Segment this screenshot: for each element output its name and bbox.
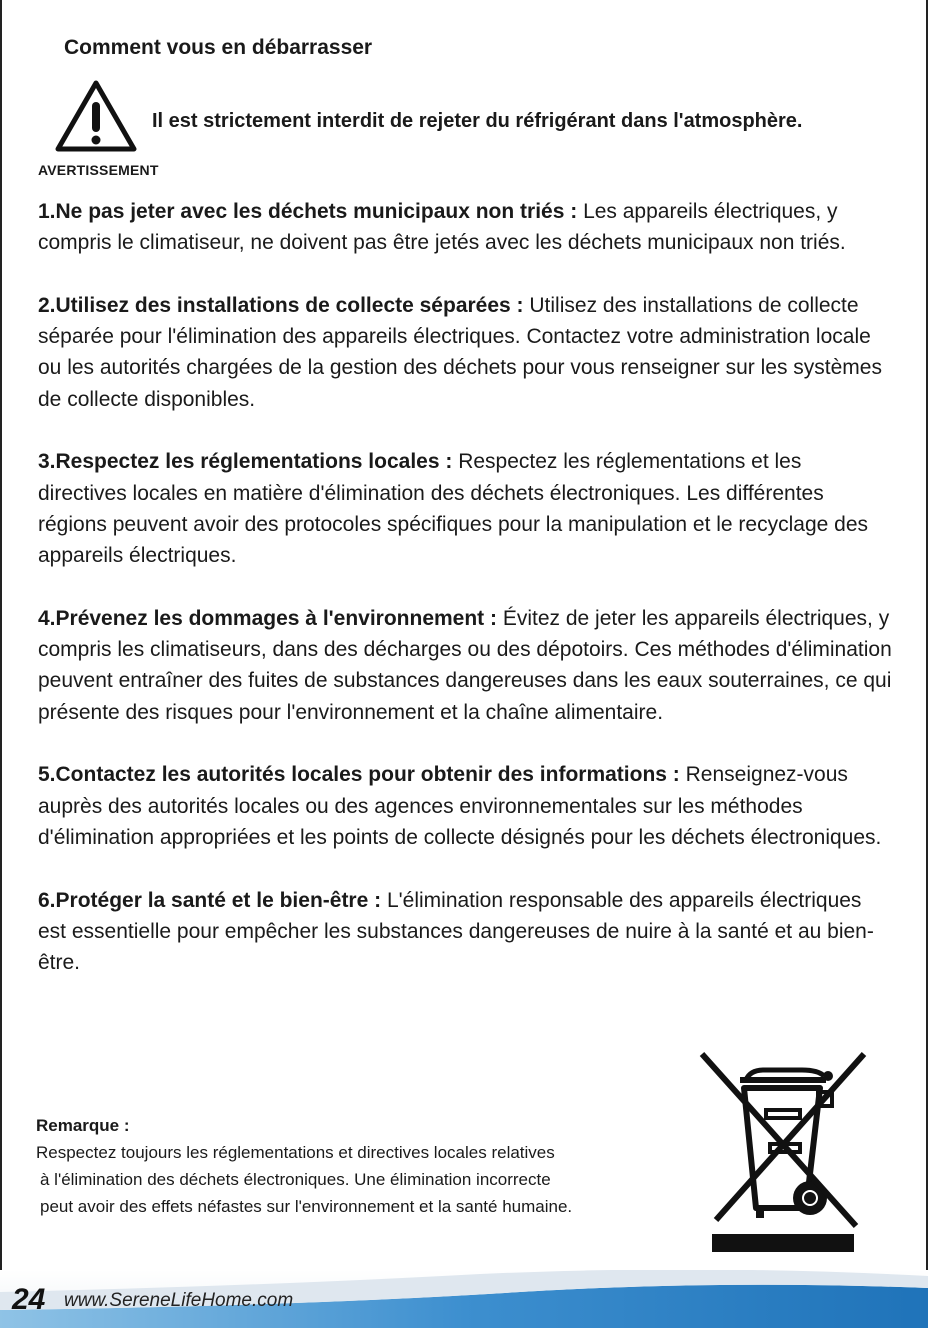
note-line: peut avoir des effets néfastes sur l'environnement et la santé humaine. bbox=[40, 1197, 573, 1216]
instruction-title: 4.Prévenez les dommages à l'environnement : bbox=[38, 606, 497, 630]
instruction-title: 5.Contactez les autorités locales pour obtenir des informations : bbox=[38, 763, 680, 787]
instruction-text: Renseignez-vous auprès des autorités locales ou des agences environnementales sur les méthodes d'élimination appropriées et les points de collecte désignés pour les déchets électroniques. bbox=[38, 763, 882, 849]
instruction-text: L'élimination responsable des appareils électriques est essentielle pour empêcher les substances dangereuses de nuire à la santé et au bien-être. bbox=[38, 888, 874, 975]
instruction-title: 6.Protéger la santé et le bien-être : bbox=[38, 888, 382, 912]
note-block bbox=[36, 1112, 716, 1220]
note-line: à l'élimination des déchets électroniques. Une élimination incorrecte bbox=[40, 1170, 551, 1189]
instruction-title: 3.Respectez les réglementations locales : bbox=[38, 450, 453, 474]
instruction-text: Évitez de jeter les appareils électriques, y compris les climatiseurs, dans des décharges ou des dépotoirs. Ces méthodes d'élimination peuvent entraîner des fuites de substances dangereuses dans les eaux souterraines, ce qui présente des risques pour l'environnement et la chaîne alimentaire. bbox=[38, 606, 892, 724]
note-title: Remarque : bbox=[36, 1116, 130, 1135]
instruction-item bbox=[38, 885, 893, 979]
instruction-item bbox=[38, 196, 893, 259]
instruction-text: Respectez les réglementations et les directives locales en matière d'élimination des déchets électroniques. Les différentes régions peuvent avoir des protocoles spécifiques pour la manipulation et le recyclage des appareils électriques. bbox=[38, 450, 868, 568]
instruction-item bbox=[38, 759, 893, 853]
note-line: Respectez toujours les réglementations et directives locales relatives bbox=[36, 1143, 555, 1162]
instruction-item bbox=[38, 290, 893, 415]
website-link[interactable]: www.SereneLifeHome.com bbox=[64, 1290, 294, 1311]
instruction-item bbox=[38, 446, 893, 571]
instruction-item bbox=[38, 603, 893, 728]
instruction-title: 1.Ne pas jeter avec les déchets municipaux non triés : bbox=[38, 200, 578, 223]
crossed-out-wheelie-bin-icon bbox=[694, 1048, 870, 1254]
disposal-instructions bbox=[38, 196, 893, 1010]
warning-triangle-icon bbox=[54, 78, 138, 154]
instruction-text: Les appareils électriques, y compris le climatiseur, ne doivent pas être jetés avec les déchets municipaux non triés. bbox=[38, 200, 846, 255]
page-border-left bbox=[0, 0, 2, 1328]
warning-text: Il est strictement interdit de rejeter du réfrigérant dans l'atmosphère. bbox=[152, 110, 803, 132]
instruction-text: Utilisez des installations de collecte séparée pour l'élimination des appareils électriques. Contactez votre administration locale ou les autorités chargées de la gestion des déchets pour vous renseigner sur les systèmes de collecte disponibles. bbox=[38, 293, 882, 411]
instruction-title: 2.Utilisez des installations de collecte séparées : bbox=[38, 293, 524, 317]
warning-label: AVERTISSEMENT bbox=[38, 162, 159, 178]
page-title: Comment vous en débarrasser bbox=[64, 36, 373, 59]
page-number: 24 bbox=[12, 1283, 46, 1316]
